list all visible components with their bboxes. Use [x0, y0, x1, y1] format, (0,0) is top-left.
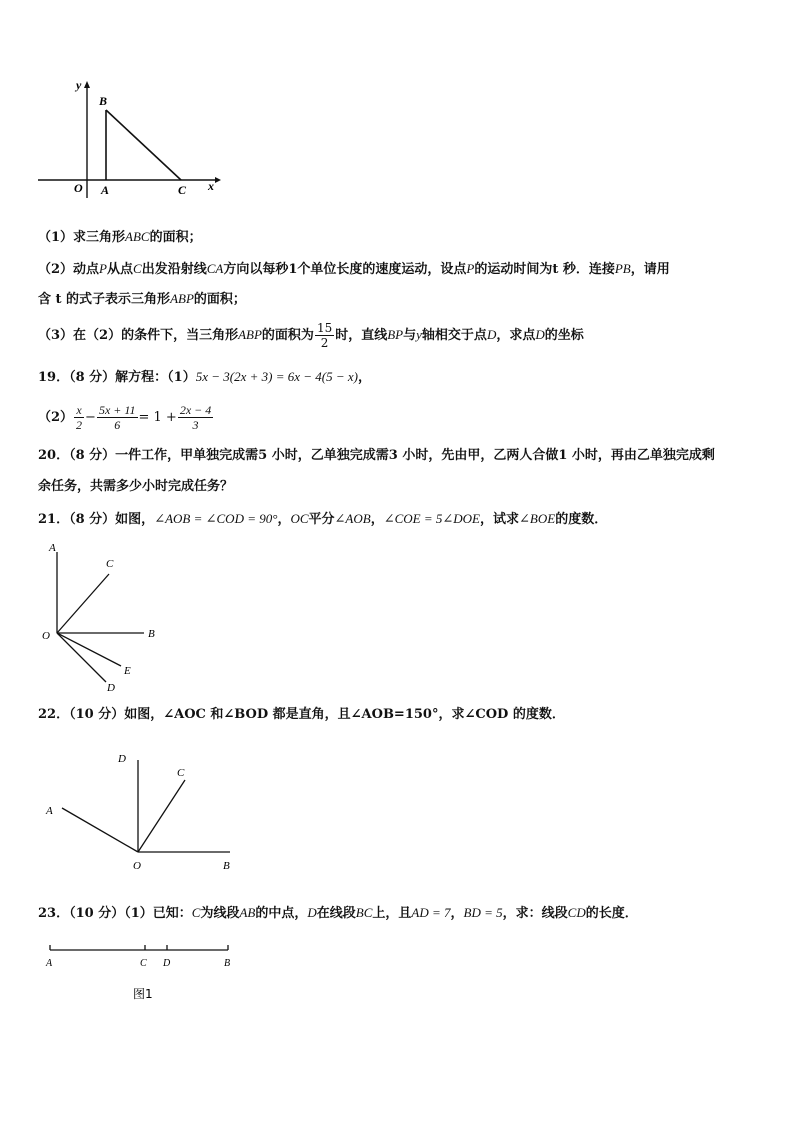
ray-OA: [62, 808, 138, 852]
label-y: y: [76, 78, 82, 92]
q18-part2-line1: （2）动点P从点C出发沿射线CA方向以每秒1个单位长度的速度运动，设点P的运动时间为t 秒．连接PB，请用: [38, 261, 670, 277]
fraction-x-over-2: $\frac{x}{2}$: [76, 403, 83, 432]
label-D: D: [118, 753, 126, 765]
label-A: A: [46, 805, 53, 817]
label-C: C: [177, 767, 185, 779]
fraction-15-over-2: $\frac{15}{2}$: [316, 321, 333, 350]
y-axis-arrow: [84, 81, 90, 88]
q23-line1: 23．（10 分）（1）已知：C为线段AB的中点，D在线段BC上，且AD = 7，BD = 5，求：线段CD的长度．: [38, 905, 638, 921]
label-C: C: [178, 183, 187, 197]
q22-figure: [40, 746, 250, 876]
ray-OD: [57, 633, 106, 682]
x-axis-arrow: [215, 177, 221, 183]
triangle-figure: [30, 70, 230, 200]
q18-part2-line2: 含 t 的式子表示三角形ABP的面积；: [38, 291, 246, 307]
label-B: B: [223, 860, 230, 872]
label-O: O: [42, 630, 50, 642]
segment-BC: [106, 110, 181, 180]
q21-figure: [36, 536, 176, 696]
q22-line1: 22．（10 分）如图，∠AOC 和∠BOD 都是直角，且∠AOB=150°，求∠COD 的度数．: [38, 707, 565, 722]
label-C: C: [140, 958, 147, 969]
label-O: O: [133, 860, 141, 872]
label-D: D: [163, 958, 171, 969]
label-B: B: [224, 958, 231, 969]
label-D: D: [107, 682, 115, 694]
label-O: O: [74, 181, 83, 195]
ray-OC: [57, 574, 109, 633]
label-A: A: [49, 542, 56, 554]
fraction-5x11-over-6: $\frac{5x + 11}{6}$: [98, 403, 136, 432]
ray-OE: [57, 633, 121, 666]
label-B: B: [148, 628, 155, 640]
label-E: E: [124, 665, 131, 677]
q19-line1: 19．（8 分）解方程：（1）5x − 3(2x + 3) = 6x − 4(5 − x)，: [38, 369, 371, 385]
q18-part3: （3）在（2）的条件下，当三角形ABP的面积为 $\frac{15}{2}$ 时，直线BP与y轴相交于点D，求点D的坐标: [38, 321, 584, 350]
q18-part1: （1）求三角形ABC的面积；: [38, 229, 202, 245]
q19-line2: （2） $\frac{x}{2}$ − $\frac{5x + 11}{6}$ = 1 + $\frac{2x - 4}{3}$: [38, 403, 212, 432]
figure-caption: 图1: [133, 987, 153, 1001]
label-x: x: [208, 179, 214, 193]
ray-OC: [138, 780, 185, 852]
label-A: A: [46, 958, 53, 969]
q23-figure: [40, 942, 250, 1004]
q21-line1: 21．（8 分）如图，∠AOB = ∠COD = 90°，OC平分∠AOB，∠COE = 5∠DOE，试求∠BOE的度数．: [38, 511, 608, 527]
label-A: A: [101, 183, 110, 197]
label-C: C: [106, 558, 114, 570]
fraction-2x4-over-3: $\frac{2x - 4}{3}$: [179, 403, 212, 432]
q20-line1: 20．（8 分）一件工作，甲单独完成需5 小时，乙单独完成需3 小时，先由甲，乙两人合做1 小时，再由乙单独完成剩: [38, 448, 715, 463]
q20-line2: 余任务，共需多少小时完成任务？: [38, 479, 234, 494]
label-B: B: [99, 94, 108, 108]
